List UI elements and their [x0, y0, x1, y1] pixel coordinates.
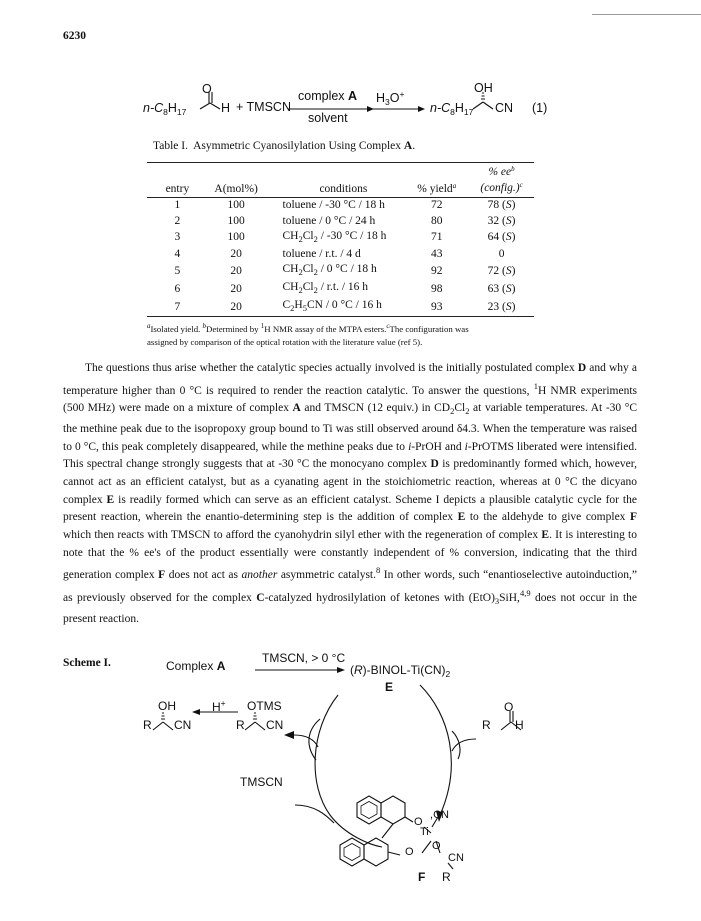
- row-ee: [469, 247, 534, 262]
- row-conditions-detail: / -30 °C / 18 h: [319, 199, 385, 212]
- silyl-ether-otms: OTMS: [247, 699, 282, 713]
- row-entry: 1: [174, 199, 181, 212]
- row-ee: 63 (S): [487, 282, 516, 295]
- complex-f-ti: Ti: [420, 826, 429, 838]
- row-conditions-detail: / 0 °C / 24 h: [319, 214, 376, 227]
- silyl-ether-r: R: [236, 718, 245, 732]
- header-conditions: conditions: [265, 163, 405, 198]
- table-row: [147, 262, 534, 280]
- cyanohydrin-oh: OH: [158, 699, 176, 713]
- row-amount: 100: [227, 214, 245, 227]
- scheme-tmscn: TMSCN: [240, 775, 283, 789]
- row-yield: 98: [430, 282, 443, 295]
- product-alkyl: $n-C_8H_{17}$: [430, 101, 474, 117]
- table-row: [147, 213, 534, 228]
- row-conditions-detail: / 0 °C / 18 h: [320, 263, 377, 276]
- table-row: [147, 229, 534, 247]
- row-solvent: toluene: [282, 199, 317, 212]
- row-solvent: toluene: [282, 247, 317, 260]
- table-row: [147, 280, 534, 298]
- row-conditions-detail: / r.t. / 4 d: [319, 247, 361, 260]
- reagent-tmscn: + TMSCN: [236, 100, 291, 114]
- arrow-label-complex: complex A: [298, 89, 358, 103]
- row-config: S: [505, 300, 512, 313]
- row-ee-value: 64: [487, 231, 500, 244]
- results-table: [147, 162, 534, 317]
- row-conditions: [265, 198, 405, 214]
- table-row: [147, 298, 534, 317]
- header-rule: [592, 14, 701, 15]
- equation-number: (1): [532, 101, 548, 115]
- h-plus-label: H+: [212, 698, 226, 714]
- row-ee: 23 (S): [469, 298, 534, 317]
- paragraph-1: The questions thus arise whether the catalytic species actually involved is the initially postulated complex D and why a temperature higher than 0 °C is required to render the reaction catalytic. To answer the questions, $^1$H NMR experiments (500 MHz) were made on a mixture of complex A and TMSCN (12 equiv.) in $CD_2Cl_2$ at variable temperatures. At -30 °C the methine peak due to the isopropoxy group bound to Ti was still observed around δ4.3. When the temperature was raised to 0 °C, this peak completely disappeared, while the methine peaks due to i-PrOH and i-PrOTMS liberated were intensified. This spectral change strongly suggests that at -30 °C the monocyano complex D is predominantly formed which, however, cannot act as an efficient catalyst, but as a cyanating agent in the stoichiometric reaction, whereas at 0 °C the dicyano complex E is readily formed which can serve as an efficient catalyst. Scheme I depicts a plausible catalytic cycle for the present reaction, wherein the enantio-determining step is the addition of complex E to the aldehyde to give complex F which then reacts with TMSCN to afford the cyanohydrin silyl ether with the regeneration of complex E. It is interesting to note that the % ee's of the product essentially were constantly independent of % conversion, indicating that the third generation complex F does not act as another asymmetric catalyst.$^8$ In other words, such “enantioselective autoinduction,” as previously observed for the complex C-catalyzed hydrosilylation of ketones with $(EtO)_3SiH,^{4,9}$ does not occur in the present reaction.: [63, 362, 638, 625]
- row-entry: 7: [147, 298, 208, 317]
- table-header-row: [147, 163, 534, 198]
- row-yield: 71: [430, 231, 443, 244]
- reactant-h: H: [221, 101, 231, 115]
- table-footnote-1: $^a$Isolated yield. $^b$Determined by $^1$H NMR assay of the MTPA esters.$^c$The configuration was: [147, 322, 469, 334]
- scheme-binol-ti: $(R)-BINOL-Ti(CN)_2$: [350, 663, 451, 679]
- row-conditions: [265, 213, 405, 228]
- aldehyde-r: R: [482, 718, 491, 732]
- row-entry: 4: [174, 247, 181, 260]
- table-row: [147, 198, 534, 214]
- row-conditions-detail: / r.t. / 16 h: [320, 281, 369, 294]
- complex-f-cn1: ,CN: [430, 809, 449, 821]
- row-solvent: $CH_2Cl_2$: [282, 263, 318, 278]
- reactant-alkyl: $n-C_8H_{17}$: [143, 101, 187, 117]
- row-yield: 80: [430, 214, 443, 227]
- row-solvent: $CH_2Cl_2$: [282, 229, 318, 244]
- row-ee-value: 72: [487, 264, 500, 277]
- row-conditions: [265, 262, 405, 280]
- complex-f-cn2: CN: [448, 852, 464, 864]
- row-ee-value: 23: [487, 300, 500, 313]
- table-row: [147, 247, 534, 262]
- row-ee: 72 (S): [487, 264, 516, 277]
- row-conditions: [265, 280, 405, 298]
- row-amount: 100: [227, 199, 245, 212]
- row-conditions-detail: / 0 °C / 16 h: [325, 299, 382, 312]
- table-body: [147, 198, 534, 317]
- row-amount: 20: [230, 282, 242, 295]
- header-amount: A(mol%): [208, 163, 265, 198]
- silyl-ether-cn: CN: [266, 718, 284, 732]
- row-ee-value: 32: [487, 214, 500, 227]
- row-entry: 3: [174, 231, 181, 244]
- row-amount: 100: [227, 231, 245, 244]
- row-config: S: [505, 282, 512, 295]
- row-ee: 32 (S): [487, 214, 516, 227]
- row-yield: 92: [430, 264, 443, 277]
- row-conditions: [265, 298, 405, 317]
- row-yield: 72: [430, 199, 443, 212]
- row-amount: 20: [230, 264, 242, 277]
- row-ee-value: 78: [487, 199, 500, 212]
- header-yield: % yield$^a$: [404, 163, 469, 198]
- aldehyde-o: O: [504, 700, 514, 714]
- row-ee-value: 0: [498, 247, 505, 260]
- arrow-label-acid: $H_3O^+$: [376, 89, 405, 107]
- row-solvent: $C_2H_5CN$: [282, 299, 323, 314]
- cyanohydrin-cn: CN: [174, 718, 192, 732]
- row-solvent: toluene: [282, 214, 317, 227]
- table-title: Table I. Asymmetric Cyanosilylation Using Complex A.: [153, 140, 416, 152]
- row-config: S: [505, 214, 512, 227]
- scheme-label: Scheme I.: [63, 657, 111, 669]
- scheme-complex-a: Complex A: [166, 659, 226, 673]
- row-ee: 64 (S): [487, 231, 516, 244]
- product-cn: CN: [495, 101, 514, 115]
- row-yield: 43: [430, 247, 443, 260]
- complex-f-r: R: [442, 870, 451, 884]
- row-ee: 78 (S): [487, 199, 516, 212]
- row-config: S: [505, 264, 512, 277]
- row-entry: 6: [174, 282, 181, 295]
- complex-f-o2: O: [405, 846, 414, 858]
- scheme-arrow-label: TMSCN, > 0 °C: [262, 651, 346, 665]
- row-entry: 5: [174, 264, 181, 277]
- row-yield: 93: [404, 298, 469, 317]
- complex-f-o3: O: [432, 840, 441, 852]
- header-ee: % ee$^b$ (config.)$^c$: [469, 163, 534, 198]
- row-solvent: $CH_2Cl_2$: [282, 281, 318, 296]
- table-footnote-2: assigned by comparison of the optical rotation with the literature value (ref 5).: [147, 337, 423, 347]
- row-ee-value: 63: [487, 282, 500, 295]
- row-amount: 20: [208, 298, 265, 317]
- aldehyde-h: H: [515, 718, 524, 732]
- label-complex-f: F: [418, 870, 426, 884]
- product-oh: OH: [474, 81, 493, 95]
- row-conditions-detail: / -30 °C / 18 h: [320, 229, 387, 242]
- cyanohydrin-r: R: [143, 718, 152, 732]
- reactant-carbonyl-o: O: [202, 82, 212, 96]
- row-config: S: [505, 199, 512, 212]
- arrow-label-solvent: solvent: [308, 111, 348, 125]
- row-config: S: [505, 231, 512, 244]
- body-paragraph: [63, 360, 637, 628]
- row-conditions: [265, 229, 405, 247]
- page-number: 6230: [63, 30, 86, 42]
- row-entry: 2: [174, 214, 181, 227]
- header-entry: entry: [147, 163, 208, 198]
- row-amount: 20: [230, 247, 242, 260]
- scheme-graphics: [120, 655, 560, 920]
- row-conditions: [265, 247, 405, 262]
- label-complex-e: E: [385, 680, 394, 694]
- complex-f-o1: O: [414, 816, 423, 828]
